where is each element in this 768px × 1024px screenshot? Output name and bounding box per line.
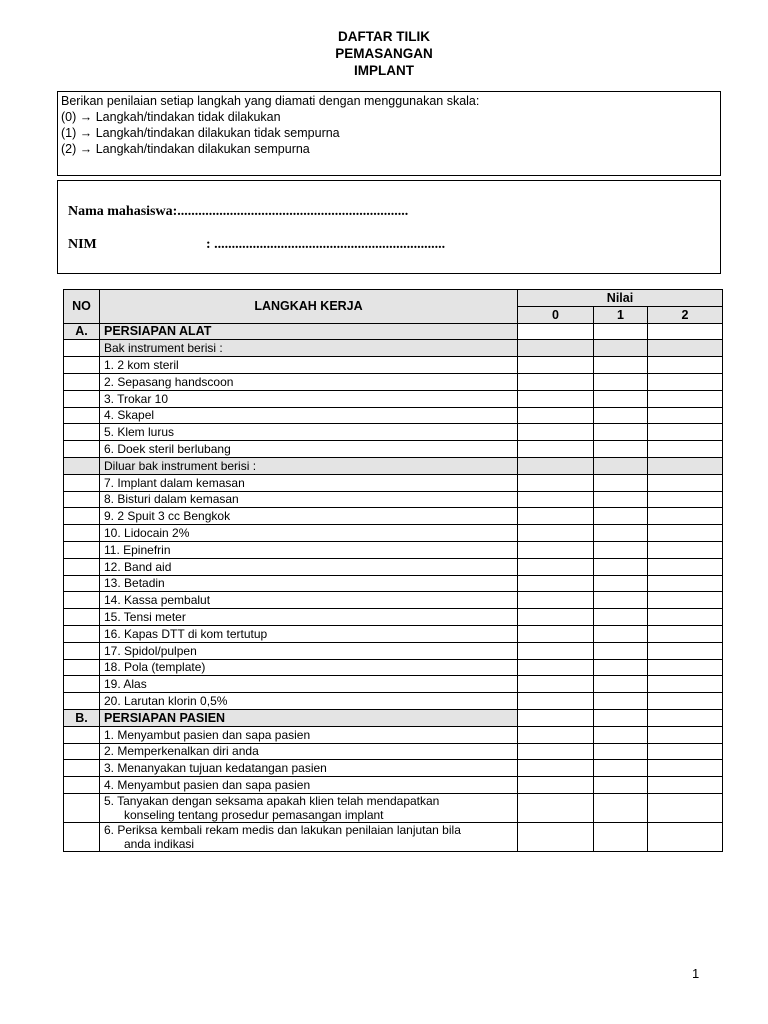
document-title (0, 28, 768, 79)
score-cell[interactable] (518, 525, 594, 542)
score-cell[interactable] (648, 373, 723, 390)
table-row (64, 407, 723, 424)
header-step: LANGKAH KERJA (100, 290, 518, 324)
group-heading-row (64, 457, 723, 474)
group-heading-row (64, 340, 723, 357)
nim-label: NIM (68, 237, 97, 252)
score-cell[interactable] (594, 777, 648, 794)
table-row (64, 558, 723, 575)
score-cell[interactable] (594, 323, 648, 340)
score-cell[interactable] (594, 642, 648, 659)
title-line-1: DAFTAR TILIK (338, 29, 430, 44)
score-cell[interactable] (518, 474, 594, 491)
score-cell[interactable] (518, 777, 594, 794)
table-row (64, 390, 723, 407)
step-label: 9. 2 Spuit 3 cc Bengkok (100, 508, 518, 525)
score-cell[interactable] (648, 676, 723, 693)
step-label: 10. Lidocain 2% (100, 525, 518, 542)
score-cell[interactable] (648, 777, 723, 794)
score-cell[interactable] (594, 474, 648, 491)
step-label: 2. Memperkenalkan diri anda (100, 743, 518, 760)
section-row (64, 709, 723, 726)
score-cell[interactable] (518, 575, 594, 592)
score-cell[interactable] (648, 407, 723, 424)
table-row (64, 575, 723, 592)
step-label: 1. Menyambut pasien dan sapa pasien (100, 726, 518, 743)
score-cell[interactable] (518, 822, 594, 851)
table-row (64, 373, 723, 390)
score-cell[interactable] (518, 373, 594, 390)
score-cell[interactable] (594, 743, 648, 760)
table-row (64, 474, 723, 491)
step-label: 13. Betadin (100, 575, 518, 592)
step-label: 4. Menyambut pasien dan sapa pasien (100, 777, 518, 794)
score-cell[interactable] (594, 592, 648, 609)
step-label-line: 6. Periksa kembali rekam medis dan lakukan penilaian lanjutan bila (104, 822, 461, 837)
scale-intro: Berikan penilaian setiap langkah yang diamati dengan menggunakan skala: (61, 94, 480, 108)
student-name-row (68, 204, 408, 220)
score-cell[interactable] (648, 793, 723, 822)
student-identity-box (57, 180, 721, 274)
table-row (64, 592, 723, 609)
step-label-continuation: anda indikasi (124, 836, 195, 851)
table-row (64, 609, 723, 626)
score-cell[interactable] (518, 541, 594, 558)
score-cell[interactable] (648, 642, 723, 659)
table-row (64, 676, 723, 693)
scale-item-2: (2) → Langkah/tindakan dilakukan sempurna (61, 142, 310, 156)
step-label-long (100, 822, 518, 851)
score-cell[interactable] (648, 592, 723, 609)
score-cell[interactable] (518, 760, 594, 777)
score-cell[interactable] (648, 323, 723, 340)
step-label: 4. Skapel (100, 407, 518, 424)
table-row (64, 793, 723, 822)
score-cell[interactable] (518, 592, 594, 609)
score-cell[interactable] (594, 625, 648, 642)
row-no (64, 340, 100, 357)
table-row (64, 625, 723, 642)
score-cell[interactable] (594, 508, 648, 525)
score-cell[interactable] (518, 642, 594, 659)
table-row (64, 642, 723, 659)
score-cell[interactable] (518, 323, 594, 340)
score-cell[interactable] (594, 441, 648, 458)
step-label: 18. Pola (template) (100, 659, 518, 676)
nim-field[interactable]: : .................................................................. (206, 237, 446, 252)
table-row (64, 743, 723, 760)
section-no: B. (64, 709, 100, 726)
scale-item-1: (1) → Langkah/tindakan dilakukan tidak sempurna (61, 126, 340, 140)
score-cell[interactable] (518, 726, 594, 743)
section-title: PERSIAPAN PASIEN (100, 709, 518, 726)
table-row (64, 659, 723, 676)
score-cell (594, 457, 648, 474)
table-row (64, 541, 723, 558)
score-cell[interactable] (594, 659, 648, 676)
header-score-1: 1 (594, 306, 648, 323)
table-row (64, 491, 723, 508)
group-heading: Bak instrument berisi : (100, 340, 518, 357)
score-cell[interactable] (518, 508, 594, 525)
title-line-2: PEMASANGAN (335, 46, 433, 61)
table-row (64, 777, 723, 794)
step-label-long (100, 793, 518, 822)
score-cell[interactable] (594, 676, 648, 693)
score-cell[interactable] (594, 373, 648, 390)
score-cell[interactable] (594, 491, 648, 508)
score-cell[interactable] (594, 726, 648, 743)
score-cell[interactable] (518, 390, 594, 407)
score-cell[interactable] (594, 709, 648, 726)
score-cell[interactable] (648, 709, 723, 726)
score-cell (648, 457, 723, 474)
score-cell[interactable] (648, 693, 723, 710)
table-row (64, 693, 723, 710)
step-label: 1. 2 kom steril (100, 357, 518, 374)
score-cell (518, 340, 594, 357)
score-cell[interactable] (648, 474, 723, 491)
scale-item-0: (0) → Langkah/tindakan tidak dilakukan (61, 110, 281, 124)
score-cell[interactable] (594, 407, 648, 424)
score-cell[interactable] (648, 558, 723, 575)
score-cell[interactable] (518, 709, 594, 726)
section-row (64, 323, 723, 340)
score-cell[interactable] (648, 659, 723, 676)
score-cell[interactable] (594, 525, 648, 542)
group-heading: Diluar bak instrument berisi : (100, 457, 518, 474)
score-cell[interactable] (648, 441, 723, 458)
score-cell[interactable] (518, 793, 594, 822)
score-cell[interactable] (518, 424, 594, 441)
score-cell[interactable] (648, 424, 723, 441)
score-cell[interactable] (594, 390, 648, 407)
step-label: 6. Doek steril berlubang (100, 441, 518, 458)
score-cell[interactable] (518, 441, 594, 458)
score-cell[interactable] (648, 625, 723, 642)
score-cell[interactable] (518, 491, 594, 508)
step-label: 8. Bisturi dalam kemasan (100, 491, 518, 508)
table-row (64, 760, 723, 777)
header-score-2: 2 (648, 306, 723, 323)
score-cell[interactable] (518, 407, 594, 424)
score-cell[interactable] (594, 357, 648, 374)
title-line-3: IMPLANT (354, 63, 414, 78)
score-cell[interactable] (648, 491, 723, 508)
table-row (64, 508, 723, 525)
score-cell[interactable] (518, 693, 594, 710)
score-cell[interactable] (594, 760, 648, 777)
score-cell[interactable] (594, 793, 648, 822)
score-cell (518, 457, 594, 474)
table-row (64, 525, 723, 542)
score-cell[interactable] (594, 541, 648, 558)
step-label: 15. Tensi meter (100, 609, 518, 626)
score-cell[interactable] (518, 609, 594, 626)
score-cell[interactable] (518, 659, 594, 676)
score-cell[interactable] (648, 525, 723, 542)
step-label: 3. Trokar 10 (100, 390, 518, 407)
score-cell[interactable] (518, 558, 594, 575)
rating-scale-box (57, 91, 721, 176)
step-label: 5. Klem lurus (100, 424, 518, 441)
step-label: 3. Menanyakan tujuan kedatangan pasien (100, 760, 518, 777)
score-cell[interactable] (518, 625, 594, 642)
score-cell[interactable] (648, 609, 723, 626)
section-title: PERSIAPAN ALAT (100, 323, 518, 340)
step-label: 16. Kapas DTT di kom tertutup (100, 625, 518, 642)
score-cell[interactable] (594, 693, 648, 710)
table-row (64, 726, 723, 743)
score-cell[interactable] (518, 357, 594, 374)
score-cell[interactable] (648, 508, 723, 525)
table-row (64, 441, 723, 458)
nim-row (68, 237, 445, 253)
score-cell[interactable] (594, 609, 648, 626)
score-cell[interactable] (594, 424, 648, 441)
score-cell[interactable] (648, 357, 723, 374)
step-label: 2. Sepasang handscoon (100, 373, 518, 390)
step-label: 11. Epinefrin (100, 541, 518, 558)
header-nilai: Nilai (518, 290, 723, 307)
score-cell[interactable] (594, 558, 648, 575)
step-label: 19. Alas (100, 676, 518, 693)
table-row (64, 424, 723, 441)
table-row (64, 822, 723, 851)
score-cell (594, 340, 648, 357)
score-cell[interactable] (648, 541, 723, 558)
step-label: 7. Implant dalam kemasan (100, 474, 518, 491)
table-row (64, 357, 723, 374)
step-label-line: 5. Tanyakan dengan seksama apakah klien telah mendapatkan (104, 793, 440, 808)
step-label: 14. Kassa pembalut (100, 592, 518, 609)
page-number: 1 (692, 966, 700, 981)
score-cell (648, 340, 723, 357)
row-no (64, 457, 100, 474)
score-cell[interactable] (648, 390, 723, 407)
score-cell[interactable] (648, 726, 723, 743)
student-name-label: Nama mahasiswa: (68, 204, 178, 219)
score-cell[interactable] (648, 575, 723, 592)
step-label: 20. Larutan klorin 0,5% (100, 693, 518, 710)
step-label: 17. Spidol/pulpen (100, 642, 518, 659)
score-cell[interactable] (648, 743, 723, 760)
step-label-continuation: konseling tentang prosedur pemasangan implant (124, 807, 384, 822)
score-cell[interactable] (518, 676, 594, 693)
score-cell[interactable] (648, 822, 723, 851)
student-name-field[interactable]: .................................................................. (177, 204, 409, 219)
step-label: 12. Band aid (100, 558, 518, 575)
header-no: NO (64, 290, 100, 324)
section-no: A. (64, 323, 100, 340)
score-cell[interactable] (648, 760, 723, 777)
score-cell[interactable] (594, 822, 648, 851)
header-score-0: 0 (518, 306, 594, 323)
checklist-table (63, 289, 723, 852)
score-cell[interactable] (594, 575, 648, 592)
score-cell[interactable] (518, 743, 594, 760)
